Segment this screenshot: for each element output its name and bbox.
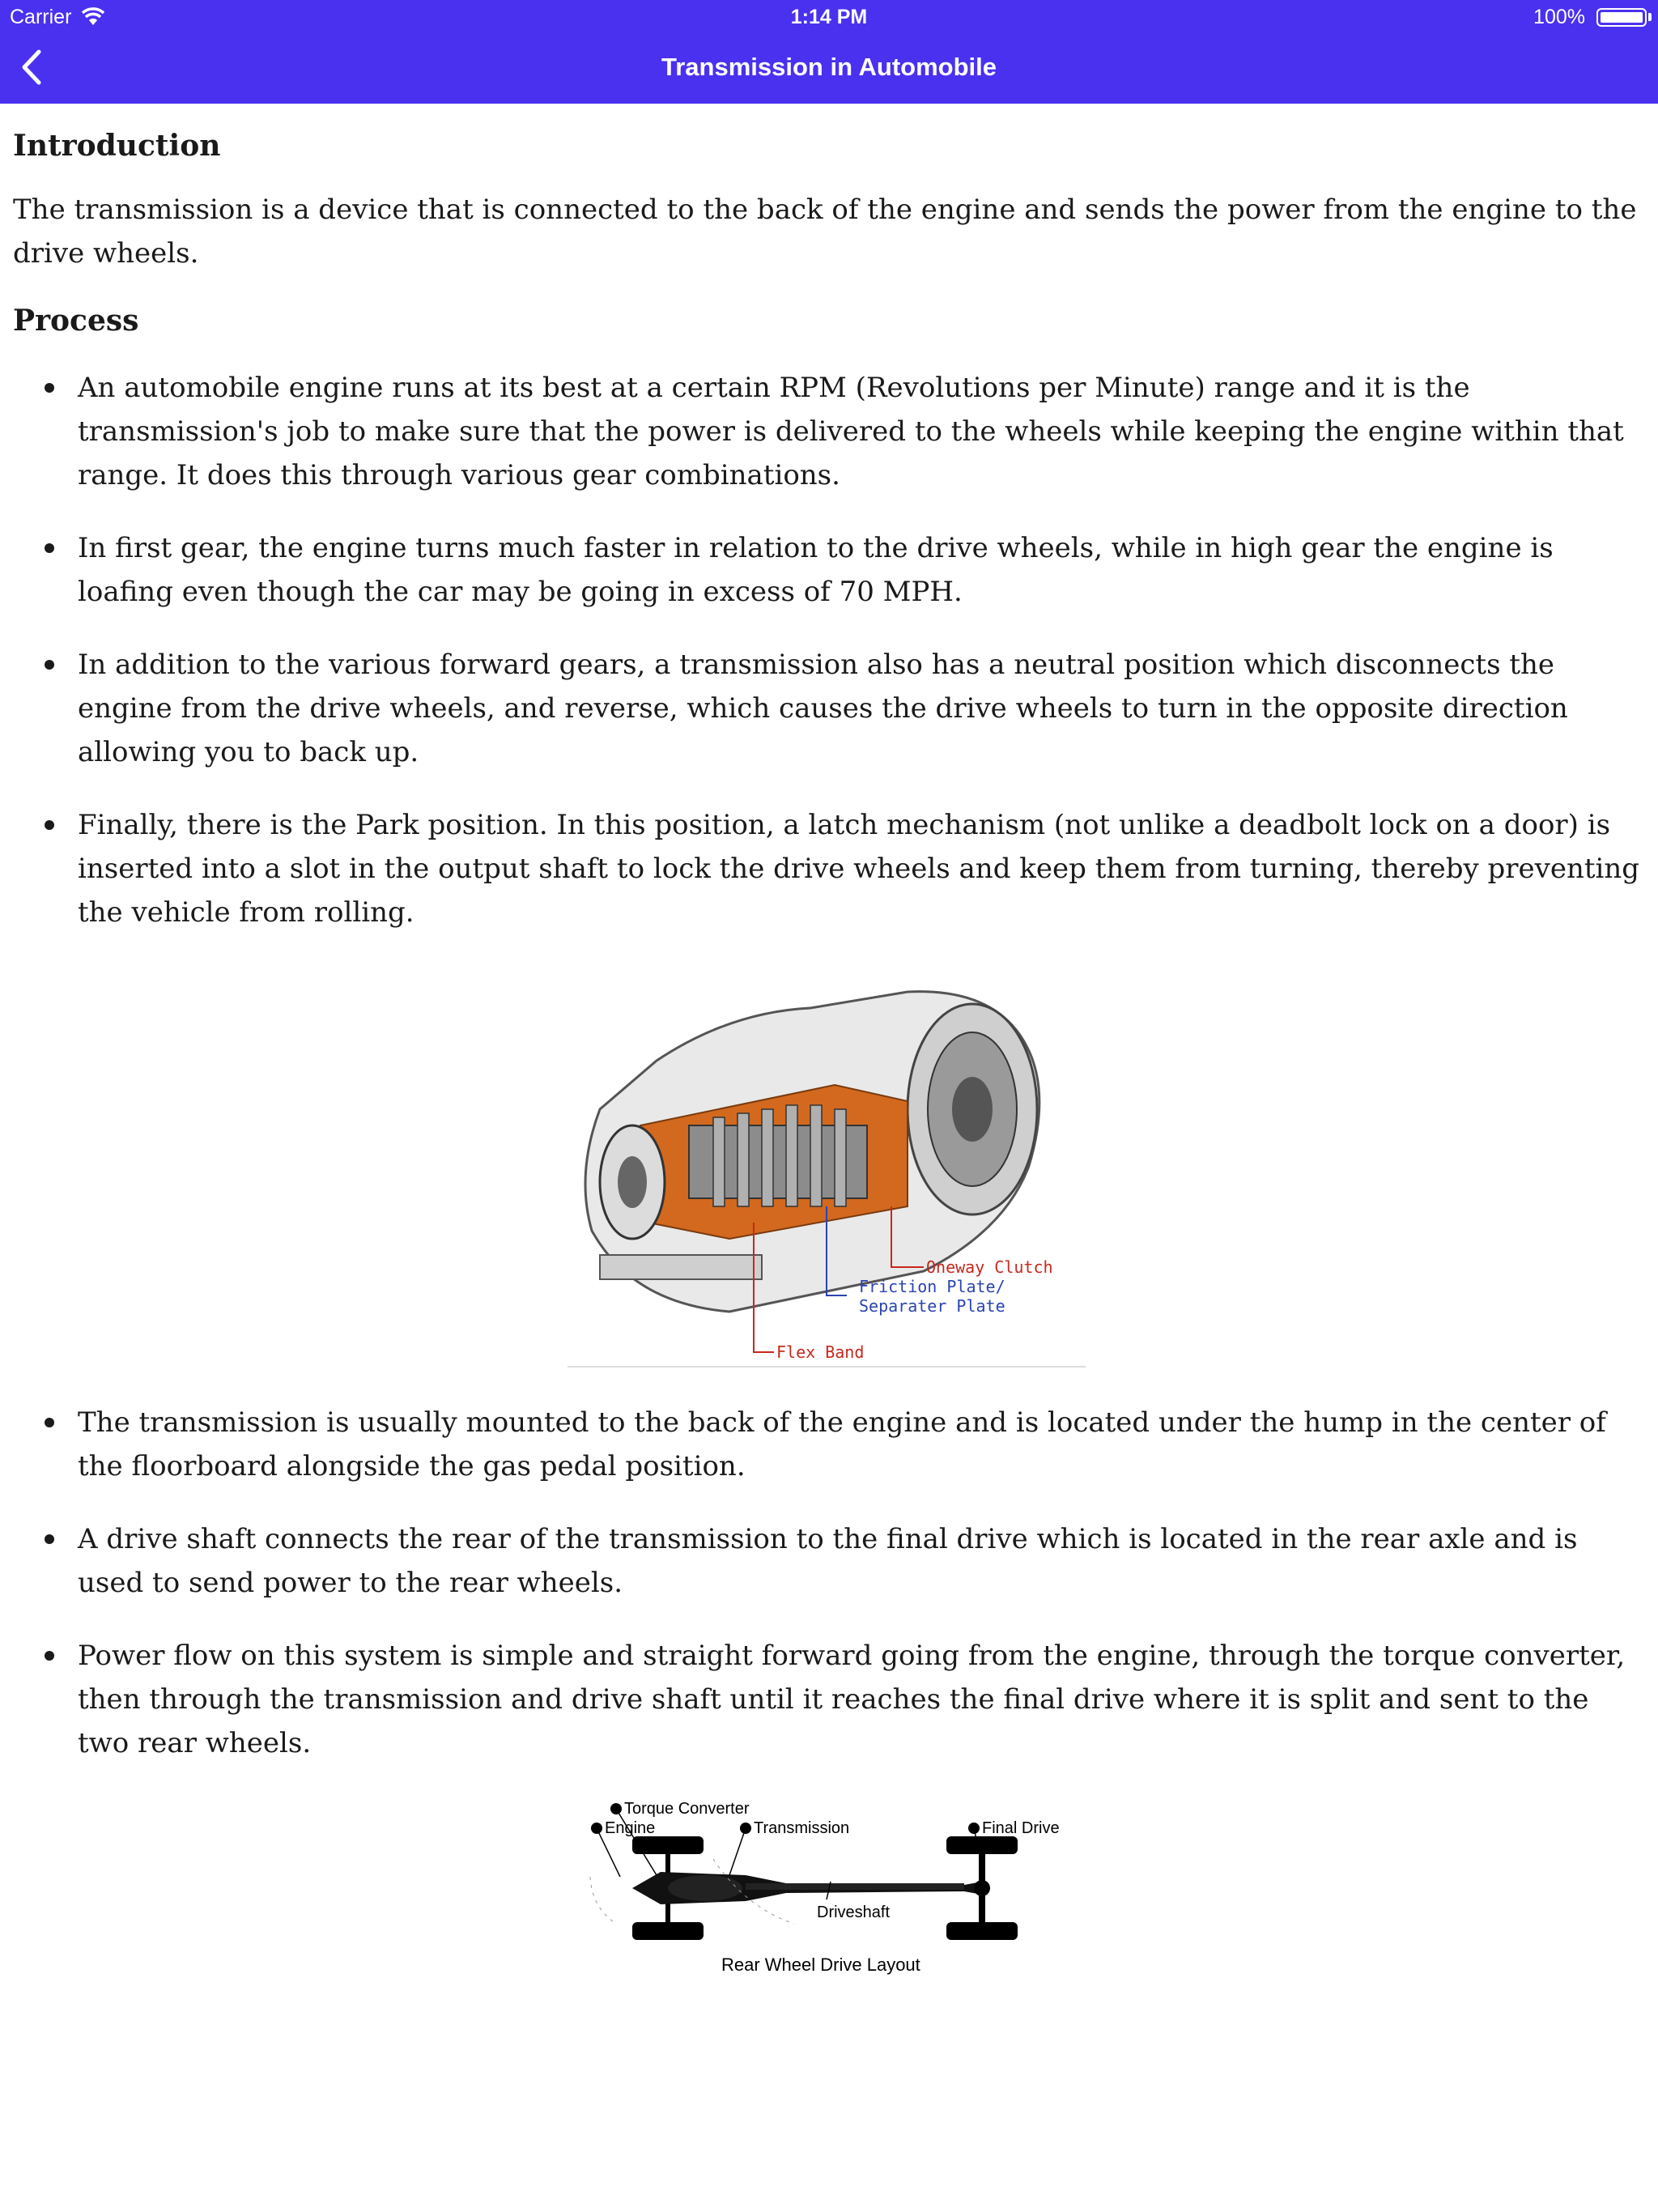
list-item: A drive shaft connects the rear of the transmission to the final drive which is located in the rear axle and is used to send power to the rear wheels. — [13, 1517, 1640, 1605]
engine-label: Engine — [605, 1819, 656, 1837]
top-bar — [0, 0, 1658, 104]
diagram-caption: Rear Wheel Drive Layout — [721, 1955, 920, 1975]
intro-paragraph: The transmission is a device that is connected to the back of the engine and sends the power from the engine to the drive wheels. — [13, 194, 1637, 270]
status-time: 1:14 PM — [790, 6, 868, 28]
process-list-top — [13, 366, 1640, 934]
list-item: Power flow on this system is simple and straight forward going from the engine, through the torque converter, then through the transmission and drive shaft until it reaches the final drive where it is split and sent to the two rear wheels. — [13, 1634, 1640, 1765]
list-item: Finally, there is the Park position. In this position, a latch mechanism (not unlike a deadbolt lock on a door) is inserted into a slot in the output shaft to lock the drive wheels and keep them from turning, thereby preventing the vehicle from rolling. — [13, 803, 1640, 934]
transmission-cutaway-figure — [568, 963, 1086, 1368]
friction-plate-label: Friction Plate/ — [859, 1277, 1005, 1296]
battery-tip — [1648, 13, 1652, 21]
rear-wheel-drive-figure — [584, 1786, 1069, 1980]
page-title: Transmission in Automobile — [661, 53, 997, 81]
list-item: In first gear, the engine turns much faster in relation to the drive wheels, while in high gear the engine is loafing even though the car may be going in excess of 70 MPH. — [13, 526, 1640, 614]
intro-heading: Introduction — [13, 129, 221, 163]
article-content — [13, 121, 1640, 1980]
carrier-label: Carrier — [10, 6, 72, 28]
list-item: In addition to the various forward gears, a transmission also has a neutral position which disconnects the engine from the drive wheels, and reverse, which causes the drive wheels to turn in the opposite direction allowing you to back up. — [13, 643, 1640, 774]
list-item: The transmission is usually mounted to the back of the engine and is located under the hump in the center of the floorboard alongside the gas pedal position. — [13, 1401, 1640, 1488]
driveshaft-label: Driveshaft — [817, 1904, 891, 1921]
final-drive-label: Final Drive — [982, 1819, 1060, 1837]
process-heading: Process — [13, 304, 139, 338]
oneway-clutch-label: Oneway Clutch — [926, 1257, 1053, 1277]
battery-icon — [1596, 8, 1647, 27]
transmission-cutaway-image — [568, 963, 1086, 1368]
torque-converter-label: Torque Converter — [624, 1800, 750, 1818]
process-list-bottom — [13, 1401, 1640, 1765]
transmission-label: Transmission — [754, 1819, 850, 1837]
separater-plate-label: Separater Plate — [859, 1296, 1005, 1316]
list-item: An automobile engine runs at its best at a certain RPM (Revolutions per Minute) range and it is the transmission's job to make sure that the power is delivered to the wheels while keeping the engine within that range. It does this through various gear combinations. — [13, 366, 1640, 497]
rear-wheel-drive-diagram — [584, 1786, 1069, 1980]
flex-band-label: Flex Band — [776, 1342, 865, 1362]
battery-percent: 100% — [1533, 6, 1585, 28]
